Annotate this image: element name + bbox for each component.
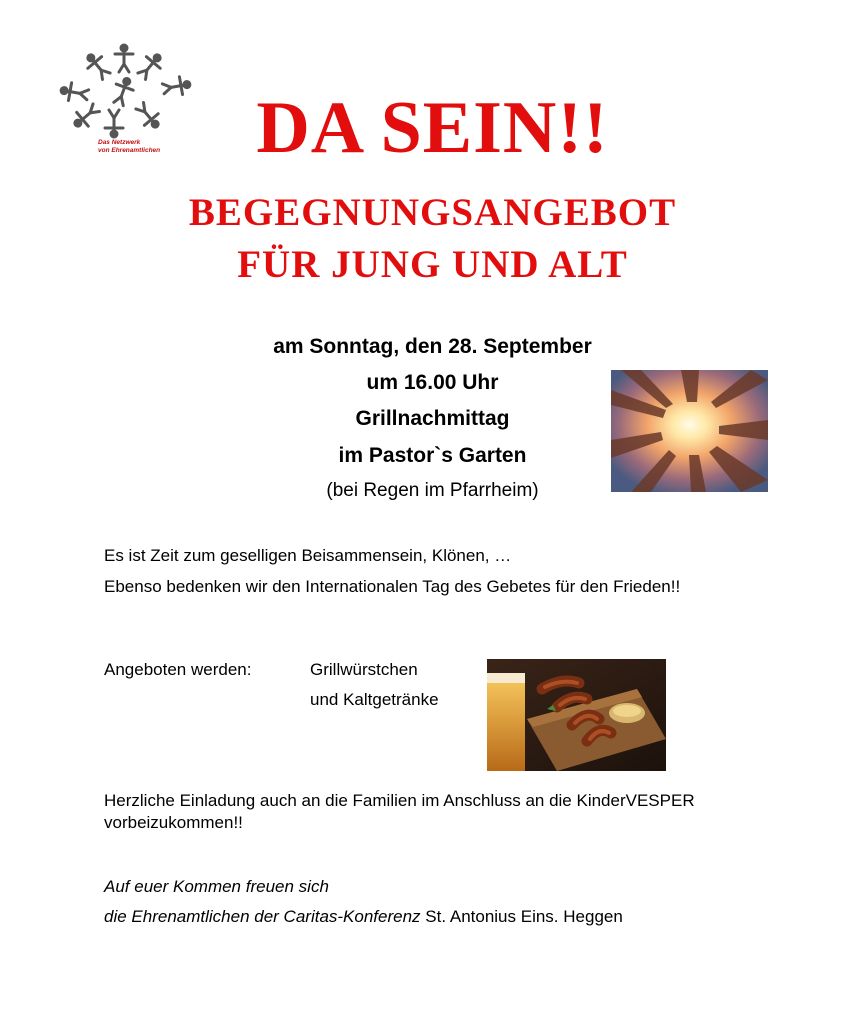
closing-parish: St. Antonius Eins. Heggen (420, 907, 623, 926)
event-type: Grillnachmittag (355, 407, 510, 430)
paragraph-intro: Es ist Zeit zum geselligen Beisammensein, Klönen, … (104, 546, 512, 565)
grilled-sausages-beer-photo-icon (487, 659, 666, 771)
page-title: DA SEIN!! (256, 87, 609, 169)
closing-line1: Auf euer Kommen freuen sich (104, 877, 329, 896)
logo-caption-line1: Das Netzwerk (98, 139, 141, 146)
paragraph-prayer-day: Ebenso bedenken wir den Internationalen Tag des Gebetes für den Frieden!! (104, 577, 681, 596)
offer-item-sausages: Grillwürstchen (310, 660, 418, 679)
event-location: im Pastor`s Garten (338, 444, 527, 467)
closing-line2 (104, 906, 744, 928)
hands-circle-sun-photo-icon (611, 370, 768, 492)
event-date: am Sonntag, den 28. September (273, 335, 592, 358)
offer-item-drinks: und Kaltgetränke (310, 690, 439, 709)
logo-caption-line2: von Ehrenamtlichen (98, 146, 161, 154)
rain-note: (bei Regen im Pfarrheim) (326, 480, 539, 501)
subtitle-line1: BEGEGNUNGSANGEBOT (188, 191, 677, 234)
subtitle-line2: FÜR JUNG UND ALT (237, 243, 628, 286)
closing-organizers: die Ehrenamtlichen der Caritas-Konferenz (104, 907, 421, 926)
event-time: um 16.00 Uhr (366, 371, 499, 394)
paragraph-invitation: Herzliche Einladung auch an die Familien im Anschluss an die KinderVESPER vorbeizukommen!! (104, 791, 695, 832)
offer-label: Angeboten werden: (104, 660, 252, 679)
